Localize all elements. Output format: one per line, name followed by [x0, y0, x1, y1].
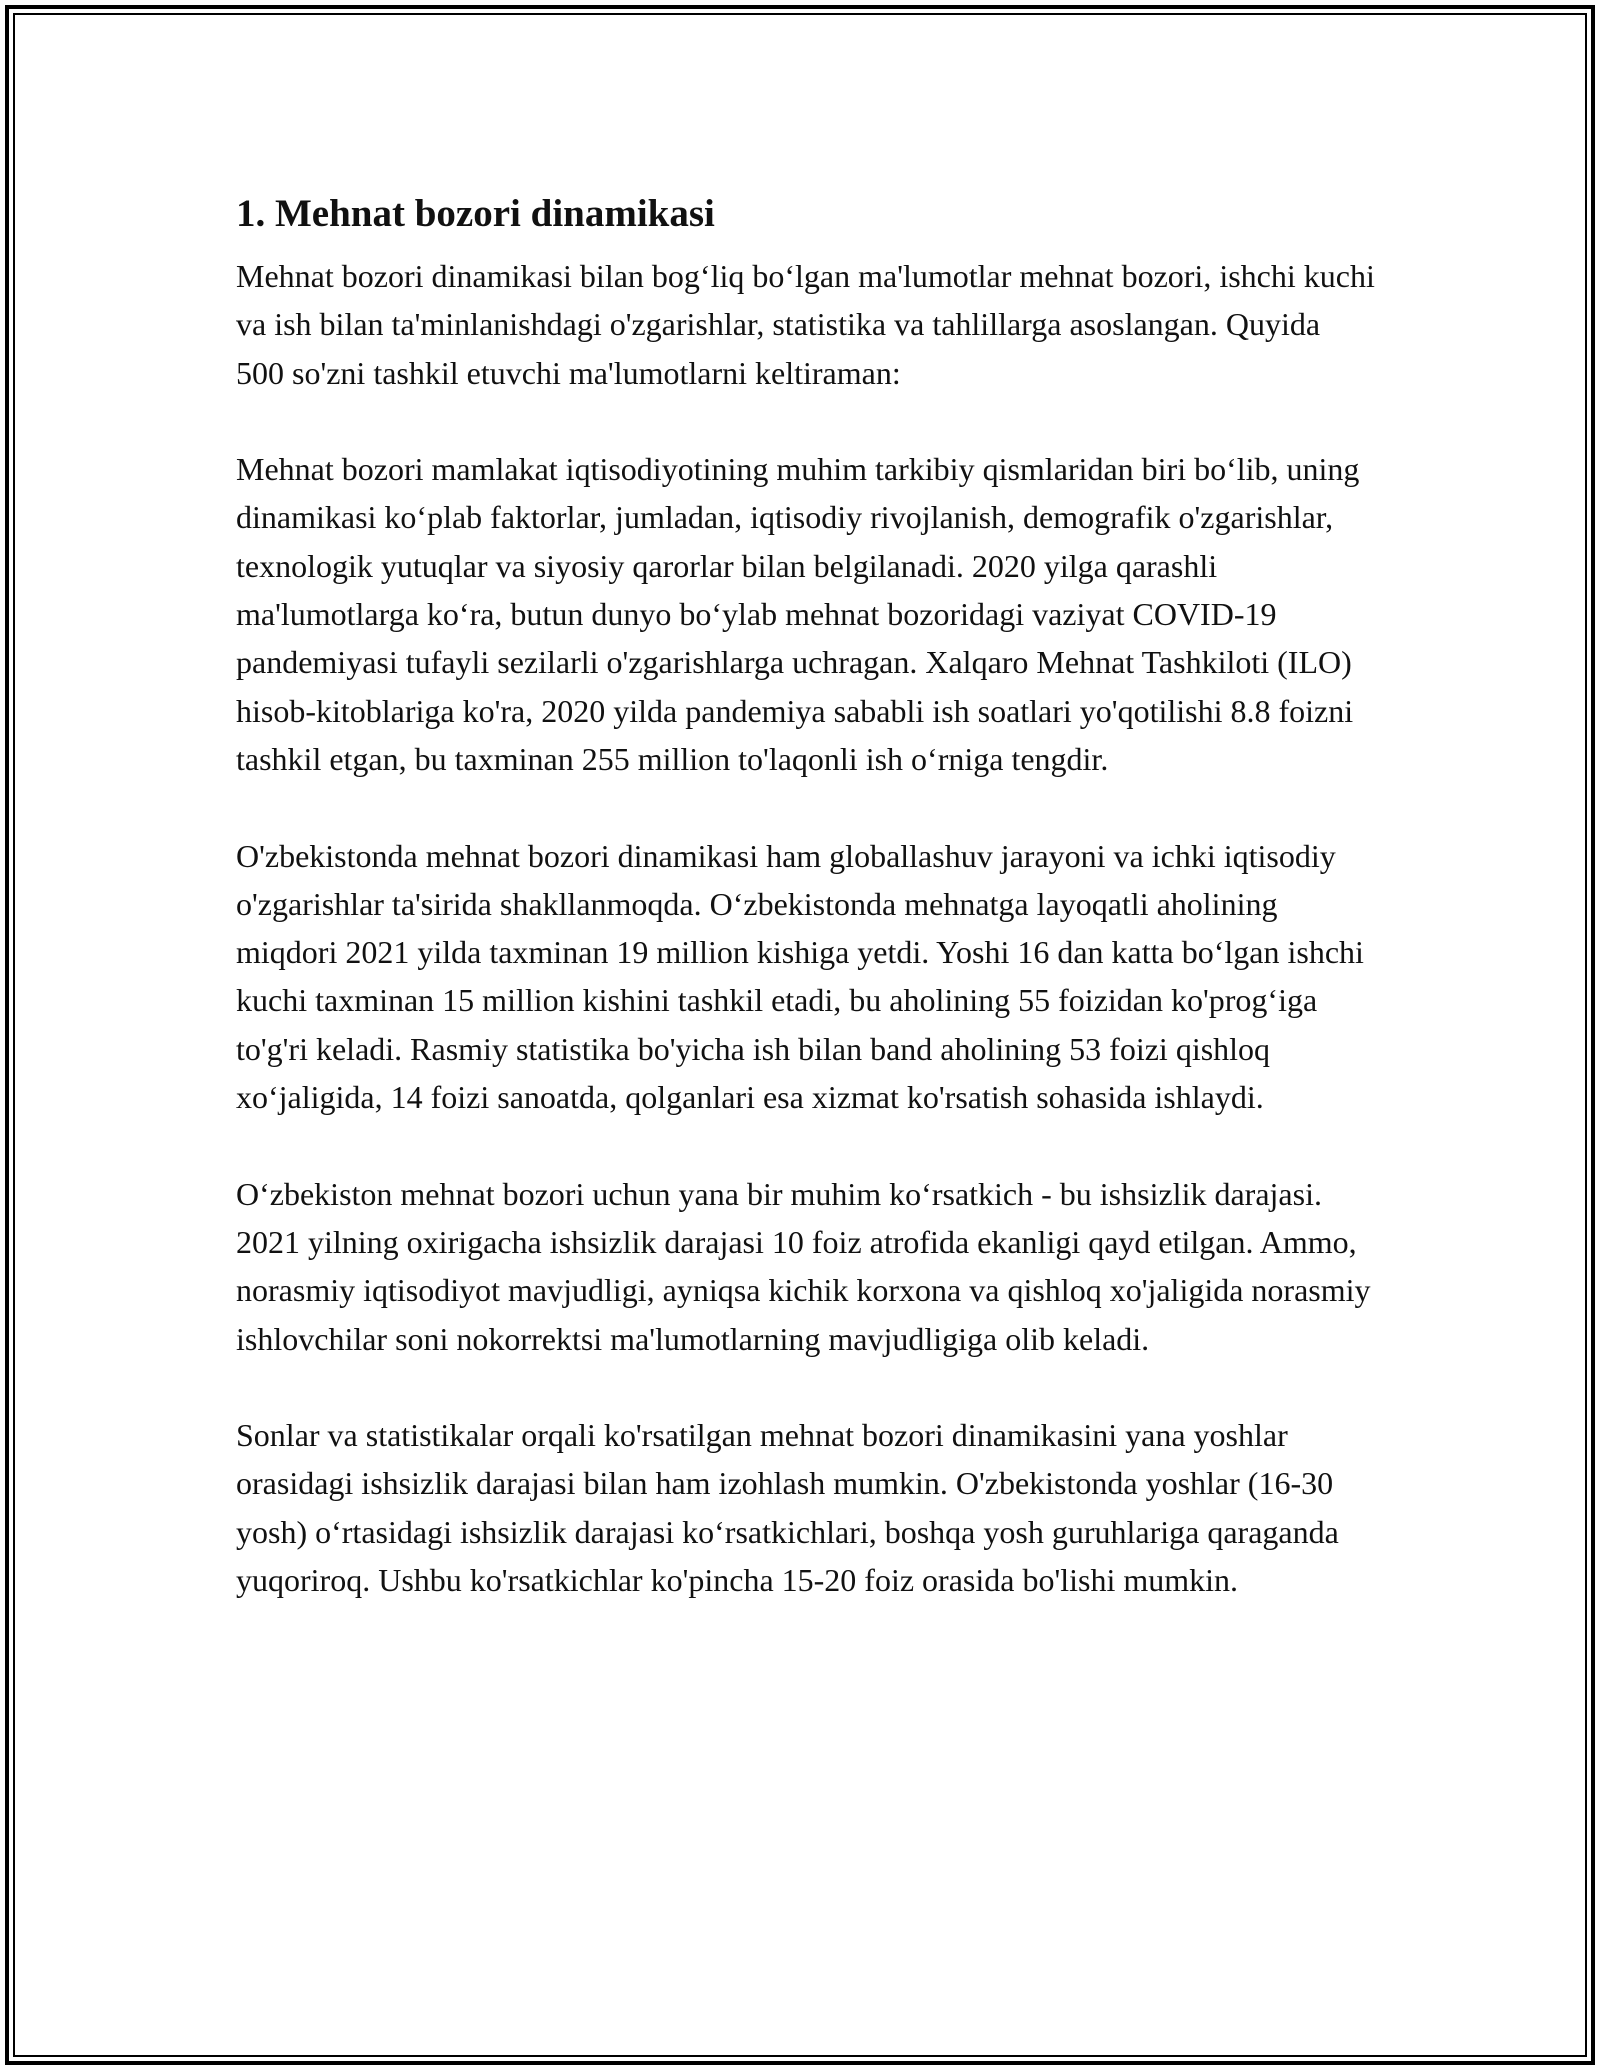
paragraph-unemployment: O‘zbekiston mehnat bozori uchun yana bir muhim ko‘rsatkich - bu ishsizlik darajasi. 2021 yilning oxirigacha ishsizlik darajasi 10 foiz atrofida ekanligi qayd etilgan. Ammo, norasmiy iqtisodiyot mavjudligi, ayniqsa kichik korxona va qishloq xo'jaligida norasmiy ishlovchilar soni nokorrektsi ma'lumotlarning mavjudligiga olib keladi.	[236, 1175, 1371, 1357]
paragraph-intro: Mehnat bozori dinamikasi bilan bog‘liq bo‘lgan ma'lumotlar mehnat bozori, ishchi kuchi va ish bilan ta'minlanishdagi o'zgarishlar, statistika va tahlillarga asoslangan. Quyida 500 so'zni tashkil etuvchi ma'lumotlarni keltiraman:	[236, 258, 1375, 391]
paragraph-youth-unemployment: Sonlar va statistikalar orqali ko'rsatilgan mehnat bozori dinamikasini yana yoshlar orasidagi ishsizlik darajasi bilan ham izohlash mumkin. O'zbekistonda yoshlar (16-30 yosh) o‘rtasidagi ishsizlik darajasi ko‘rsatkichlari, boshqa yosh guruhlariga qaraganda yuqoriroq. Ushbu ko'rsatkichlar ko'pincha 15-20 foiz orasida bo'lishi mumkin.	[236, 1417, 1339, 1599]
document-body	[236, 188, 1376, 1604]
paragraph-global-labor-market: Mehnat bozori mamlakat iqtisodiyotining muhim tarkibiy qismlaridan biri bo‘lib, uning dinamikasi ko‘plab faktorlar, jumladan, iqtisodiy rivojlanish, demografik o'zgarishlar, texnologik yutuqlar va siyosiy qarorlar bilan belgilanadi. 2020 yilga qarashli ma'lumotlarga ko‘ra, butun dunyo bo‘ylab mehnat bozoridagi vaziyat COVID-19 pandemiyasi tufayli sezilarli o'zgarishlarga uchragan. Xalqaro Mehnat Tashkiloti (ILO) hisob-kitoblariga ko'ra, 2020 yilda pandemiya sababli ish soatlari yo'qotilishi 8.8 foizni tashkil etgan, bu taxminan 255 million to'laqonli ish o‘rniga tengdir.	[236, 451, 1360, 777]
paragraph-uzbekistan-labor-force: O'zbekistonda mehnat bozori dinamikasi ham globallashuv jarayoni va ichki iqtisodiy o'zgarishlar ta'sirida shakllanmoqda. O‘zbekistonda mehnatga layoqatli aholining miqdori 2021 yilda taxminan 19 million kishiga yetdi. Yoshi 16 dan katta bo‘lgan ishchi kuchi taxminan 15 million kishini tashkil etadi, bu aholining 55 foizidan ko'prog‘iga to'g'ri keladi. Rasmiy statistika bo'yicha ish bilan band aholining 53 foizi qishloq xo‘jaligida, 14 foizi sanoatda, qolganlari esa xizmat ko'rsatish sohasida ishlaydi.	[236, 837, 1364, 1116]
section-title: 1. Mehnat bozori dinamikasi	[236, 192, 715, 235]
